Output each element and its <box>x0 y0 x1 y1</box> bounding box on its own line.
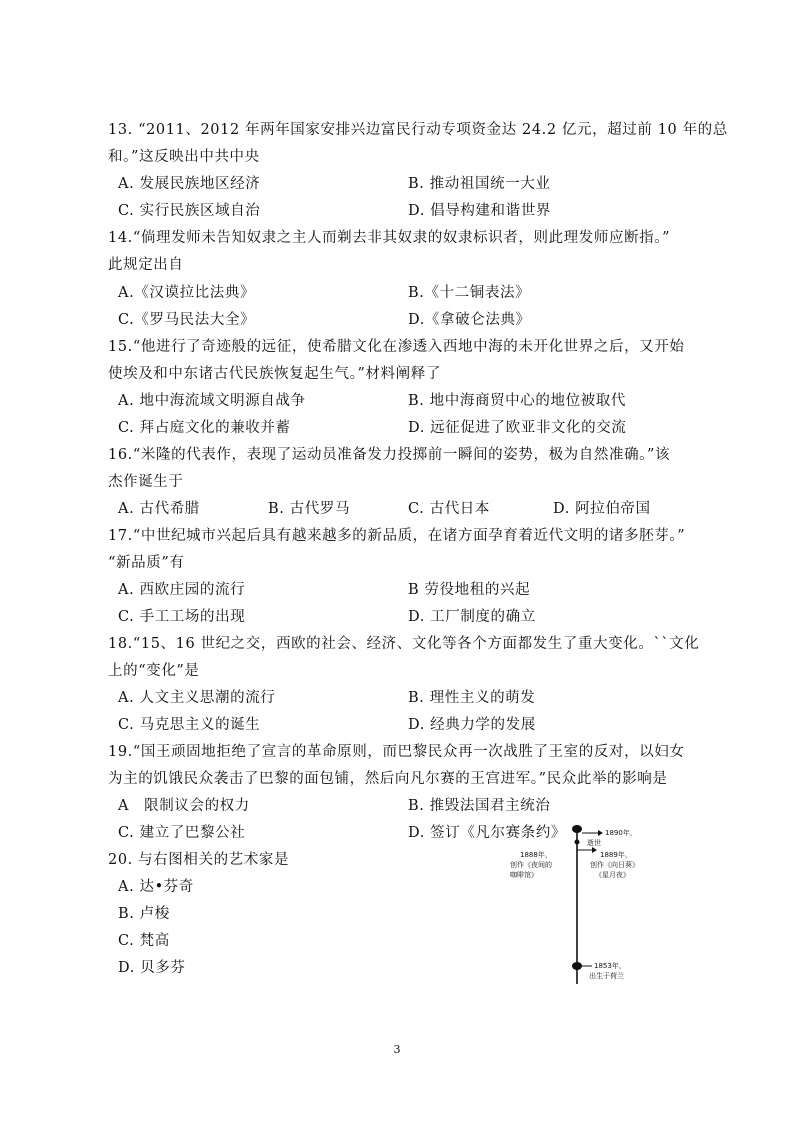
label-1889-work: 《星月夜》 <box>595 871 630 879</box>
q18-option-d[interactable]: D. 经典力学的发展 <box>408 717 536 733</box>
q15-option-b[interactable]: B. 地中海商贸中心的地位被取代 <box>408 393 626 409</box>
q15-option-d[interactable]: D. 远征促进了欧亚非文化的交流 <box>408 420 627 436</box>
label-1888-year: 1888年， <box>520 851 552 859</box>
q19-option-b[interactable]: B. 推毁法国君主统治 <box>408 798 551 814</box>
label-1889-year: 1889年， <box>600 851 632 859</box>
q18-stem-line1: 18.“15、16 世纪之交，西欧的社会、经济、文化等各个方面都发生了重大变化。``文化 <box>108 636 700 652</box>
q13-option-c[interactable]: C. 实行民族区域自治 <box>118 203 261 219</box>
q16-stem-line1: 16.“米隆的代表作，表现了运动员准备发力投掷前一瞬间的姿势，极为自然准确。”该 <box>108 447 671 463</box>
q15-option-c[interactable]: C. 拜占庭文化的兼收并蓄 <box>118 420 291 436</box>
q14-option-c[interactable]: C.《罗马民法大全》 <box>118 312 256 328</box>
q17-option-b[interactable]: B 劳役地租的兴起 <box>408 582 531 598</box>
q16-option-b[interactable]: B. 古代罗马 <box>268 501 351 517</box>
q17-stem-line1: 17.“中世纪城市兴起后具有越来越多的新品质，在诸方面孕育着近代文明的诸多胚芽。” <box>108 528 686 544</box>
q13-option-a[interactable]: A. 发展民族地区经济 <box>118 176 261 192</box>
timeline-top-node <box>572 825 582 833</box>
timeline-bottom-node <box>572 962 582 970</box>
node-1888 <box>575 840 580 845</box>
q13-stem-line2: 和。”这反映出中共中央 <box>108 149 260 165</box>
q18-option-b[interactable]: B. 理性主义的萌发 <box>408 690 536 706</box>
label-1888-work: 咖啡馆》 <box>510 871 538 879</box>
q13-option-b[interactable]: B. 推动祖国统一大业 <box>408 176 551 192</box>
q18-option-c[interactable]: C. 马克思主义的诞生 <box>118 717 261 733</box>
q19-option-c[interactable]: C. 建立了巴黎公社 <box>118 825 246 841</box>
q16-option-a[interactable]: A. 古代希腊 <box>118 501 200 517</box>
q20-option-a[interactable]: A. 达•芬奇 <box>118 879 194 895</box>
arrowhead-1890 <box>598 830 603 836</box>
q20-option-b[interactable]: B. 卢梭 <box>118 906 170 922</box>
q17-option-a[interactable]: A. 西欧庄园的流行 <box>118 582 246 598</box>
q14-option-b[interactable]: B.《十二铜表法》 <box>408 285 531 301</box>
q14-stem-line1: 14.“倘理发师未告知奴隶之主人而剃去非其奴隶的奴隶标识者，则此理发师应断指。” <box>108 230 671 246</box>
label-1888-event: 创作《夜间的 <box>510 861 552 869</box>
q19-option-d[interactable]: D. 签订《凡尔赛条约》 <box>408 825 567 841</box>
label-1853-event: 出生于荷兰 <box>589 972 624 980</box>
q16-option-d[interactable]: D. 阿拉伯帝国 <box>553 501 651 517</box>
q18-stem-line2: 上的“变化”是 <box>108 663 200 679</box>
timeline-figure <box>470 822 700 997</box>
q14-option-d[interactable]: D.《拿破仑法典》 <box>408 312 531 328</box>
arrowhead-1889 <box>592 847 597 853</box>
q18-option-a[interactable]: A. 人文主义思潮的流行 <box>118 690 276 706</box>
q15-option-a[interactable]: A. 地中海流域文明源自战争 <box>118 393 306 409</box>
label-1889-event: 创作《向日葵》 <box>590 861 639 869</box>
page-number: 3 <box>393 1043 401 1056</box>
q19-option-a[interactable]: A 限制议会的权力 <box>118 798 250 814</box>
label-1890-event: 逝世 <box>587 839 601 847</box>
q17-option-c[interactable]: C. 手工工场的出现 <box>118 609 246 625</box>
q19-stem-line2: 为主的饥饿民众袭击了巴黎的面包铺，然后向凡尔赛的王宫进军。”民众此举的影响是 <box>108 771 668 787</box>
q13-option-d[interactable]: D. 倡导构建和谐世界 <box>408 203 551 219</box>
q16-option-c[interactable]: C. 古代日本 <box>408 501 490 517</box>
q15-stem-line2: 使埃及和中东诸古代民族恢复起生气。”材料阐释了 <box>108 366 441 382</box>
q20-stem: 20. 与右图相关的艺术家是 <box>108 852 290 868</box>
q20-option-d[interactable]: D. 贝多芬 <box>118 960 186 976</box>
q14-option-a[interactable]: A.《汉谟拉比法典》 <box>118 285 256 301</box>
q17-option-d[interactable]: D. 工厂制度的确立 <box>408 609 536 625</box>
label-1853-year: 1853年， <box>594 962 626 970</box>
label-1890-year: 1890年， <box>605 829 637 837</box>
q17-stem-line2: “新品质”有 <box>108 555 185 571</box>
q15-stem-line1: 15.“他进行了奇迹般的远征，使希腊文化在渗透入西地中海的未开化世界之后，又开始 <box>108 339 685 355</box>
q13-stem-line1: 13. “2011、2012 年两年国家安排兴边富民行动专项资金达 24.2 亿元，超过前 10 年的总 <box>108 122 728 138</box>
q14-stem-line2: 此规定出自 <box>108 257 184 273</box>
q20-option-c[interactable]: C. 梵高 <box>118 933 170 949</box>
q19-stem-line1: 19.“国王顽固地拒绝了宣言的革命原则，而巴黎民众再一次战胜了王室的反对，以妇女 <box>108 744 685 760</box>
q16-stem-line2: 杰作诞生于 <box>108 474 184 490</box>
